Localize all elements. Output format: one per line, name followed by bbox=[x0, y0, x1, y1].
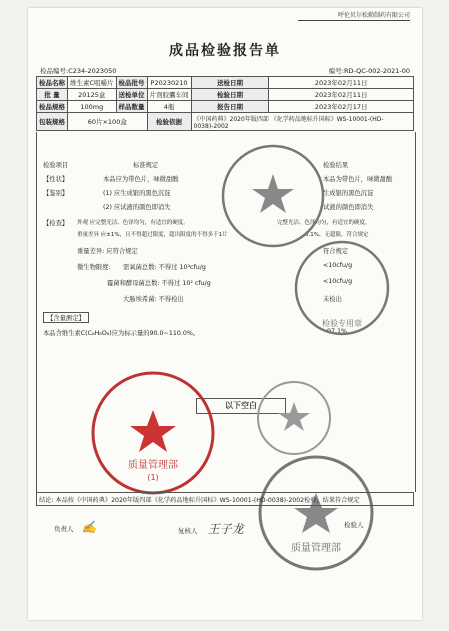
quality-dept-seal-1 bbox=[88, 368, 218, 498]
quality-dept-seal-2 bbox=[256, 453, 376, 573]
inspection-seal-top bbox=[218, 141, 328, 251]
conclusion: 结论: 本品按《中国药典》2020年版四部《化学药品地标升国标》WS-10001-(HD-0038)-2002检验，结果符合规定 bbox=[36, 492, 414, 506]
info-table bbox=[36, 76, 414, 131]
report-number: 检品编号:C234-2023050 bbox=[40, 67, 117, 75]
svg-text:检验专用章: 检验专用章 bbox=[322, 319, 362, 328]
column-item: 检验项目 bbox=[43, 162, 69, 169]
lab-seal bbox=[254, 378, 334, 458]
tester-signature: 检验人 bbox=[344, 521, 364, 529]
inspector-signature: 负责人 ✍ bbox=[54, 520, 97, 534]
svg-text:质量管理部: 质量管理部 bbox=[128, 460, 178, 471]
info-row: 包装规格 60片×100盒 检验依据 《中国药典》2020年版四部 《化学药品地标升国标》WS-10001-(HD-0038)-2002 bbox=[37, 113, 414, 131]
column-result: 检验结果 bbox=[323, 162, 349, 169]
report-title: 成品检验报告单 bbox=[169, 43, 281, 59]
report-sheet bbox=[28, 8, 422, 620]
svg-text:质量管理部: 质量管理部 bbox=[291, 543, 341, 554]
document-number: 编号:RD-QC-002-2021-00 bbox=[328, 67, 410, 75]
reviewer-signature: 复核人 王子龙 bbox=[178, 522, 244, 536]
inspection-seal-right bbox=[292, 238, 392, 338]
blank-below-stamp: 以下空白 bbox=[196, 398, 286, 414]
info-row: 检品名称 维生素C咀嚼片 检品批号 P20230210 送检日期 2023年02月11日 bbox=[37, 77, 414, 89]
svg-text:(1): (1) bbox=[147, 473, 159, 482]
info-row: 批 量 20125盒 送检单位 片剂胶囊车间 检验日期 2023年02月11日 bbox=[37, 89, 414, 101]
company-name: 呼伦贝尔松勤制药有限公司 bbox=[298, 10, 410, 21]
test-results: 检验项目 标准规定 检验结果 【性状】 本品应为带色片，味微甜酸 本品为带色片，味微甜酸 【鉴别】 (1) 应生成银的黑色沉淀 生成银的黑色沉淀 (2) 应试液的颜色即消失 试液的颜色即消失 【检查】 外观 应完整光洁、色泽均匀，有适宜的硬度。 完整光洁、色泽均匀，有适宜的硬度。 重量差异 应±1%，且不得超过限度，超出限度的不得多于1片 0.1%，无超限，符合规定 重量差异: 应符合规定 符合规定 微生物限度: 需氧菌总数: 不得过 10³cfu/g <10cfu/g 霉菌和酵母菌总数: 不得过 10² cfu/g <10cfu/g 大肠埃希菌: 不得检出 未检出 【含量测定】 本品含维生素C(C₆H₈O₆)应为标示量的90.0~110.0%。 97.1% bbox=[36, 132, 416, 492]
info-row: 检品规格 100mg 样品数量 4瓶 报告日期 2023年02月17日 bbox=[37, 101, 414, 113]
inspector-handwriting: ✍ bbox=[81, 520, 97, 534]
column-standard: 标准规定 bbox=[133, 162, 159, 169]
